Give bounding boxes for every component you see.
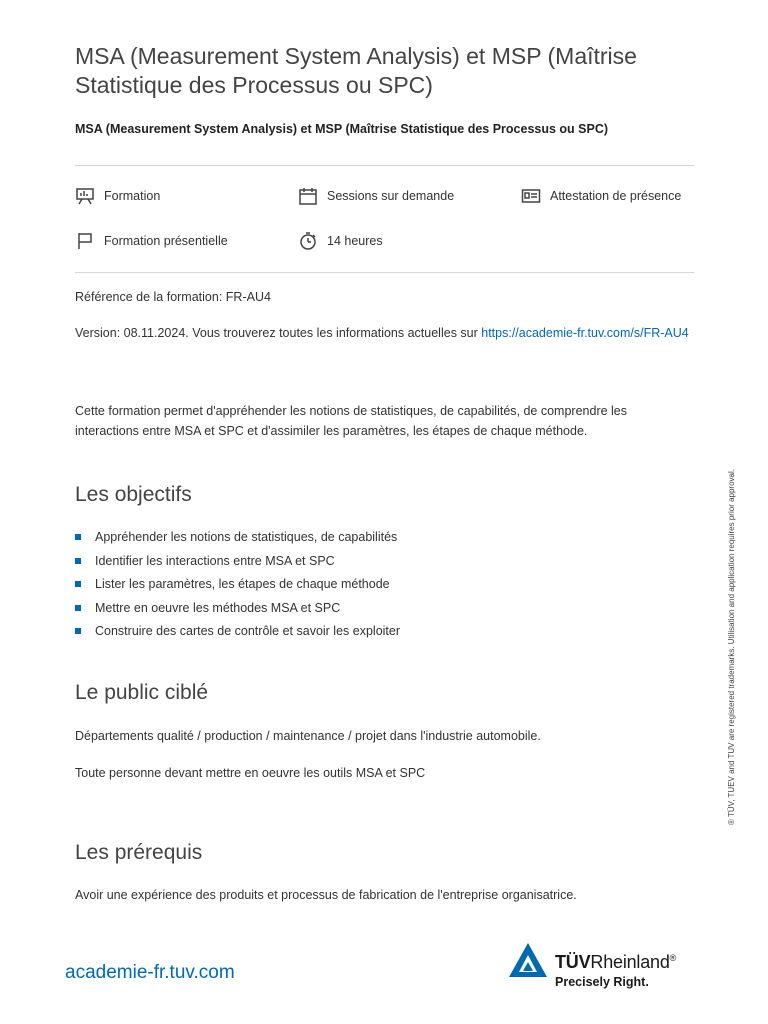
feature-mode [75, 231, 228, 251]
course-link[interactable]: https://academie-fr.tuv.com/s/FR-AU4 [481, 326, 689, 340]
list-item [75, 528, 675, 552]
course-reference: Référence de la formation: FR-AU4 [75, 290, 271, 304]
bullet-square-icon [75, 605, 81, 611]
trademark-note: ® TÜV, TUEV and TUV are registered trademarks. Utilisation and application requires prior approval. [727, 469, 736, 825]
prerequisites-heading: Les prérequis [75, 841, 203, 864]
presentation-board-icon [75, 186, 95, 206]
version-note [75, 324, 690, 343]
certificate-card-icon [521, 186, 541, 206]
page-title: MSA (Measurement System Analysis) et MSP (Maîtrise Statistique des Processus ou SPC) [75, 43, 637, 98]
list-item [75, 575, 675, 599]
feature-label: Attestation de présence [550, 189, 682, 203]
feature-certificate [521, 186, 681, 206]
list-item [75, 552, 675, 576]
divider-top [75, 165, 694, 166]
feature-label: Sessions sur demande [327, 189, 455, 203]
logo-registered-mark: ® [669, 953, 677, 963]
intro-paragraph: Cette formation permet d'appréhender les notions de statistiques, de capabilités, de comprendre les interactions entre MSA et SPC et d'assimiler les paramètres, les étapes de chaque méthode. [75, 404, 628, 438]
stopwatch-icon [298, 231, 318, 251]
list-item-text: Appréhender les notions de statistiques, de capabilités [95, 530, 398, 544]
objectives-list [75, 528, 675, 646]
list-item-text: Lister les paramètres, les étapes de chaque méthode [95, 577, 390, 591]
feature-format [75, 186, 160, 206]
page-subtitle: MSA (Measurement System Analysis) et MSP (Maîtrise Statistique des Processus ou SPC) [75, 122, 609, 136]
list-item-text: Identifier les interactions entre MSA et SPC [95, 553, 335, 568]
tuv-triangle-icon [508, 942, 548, 978]
objectives-heading: Les objectifs [75, 483, 192, 506]
audience-paragraph: Départements qualité / production / maintenance / projet dans l'industrie automobile. [75, 729, 541, 743]
footer-website-link[interactable]: academie-fr.tuv.com [65, 962, 235, 983]
audience-paragraph: Toute personne devant mettre en oeuvre les outils MSA et SPC [75, 766, 426, 780]
list-item-text: Mettre en oeuvre les méthodes MSA et SPC [95, 600, 341, 615]
audience-heading: Le public ciblé [75, 681, 209, 704]
logo-brand-light: Rheinland [590, 952, 670, 972]
list-item [75, 599, 675, 623]
feature-label: Formation [104, 189, 161, 203]
logo-brand-bold: TÜV [555, 952, 591, 972]
feature-label: Formation présentielle [104, 234, 228, 248]
calendar-icon [298, 186, 318, 206]
divider-bottom [75, 272, 694, 273]
bullet-square-icon [75, 581, 81, 587]
feature-sessions [298, 186, 454, 206]
bullet-square-icon [75, 534, 81, 540]
feature-duration [298, 231, 383, 251]
version-text: Version: 08.11.2024. Vous trouverez toutes les informations actuelles sur [75, 326, 482, 340]
logo-tagline: Precisely Right. [555, 975, 649, 989]
list-item-text: Construire des cartes de contrôle et savoir les exploiter [95, 624, 401, 638]
logo-wordmark [555, 952, 676, 973]
feature-label: 14 heures [327, 234, 383, 248]
list-item [75, 622, 675, 646]
bullet-square-icon [75, 628, 81, 634]
tuv-rheinland-logo [508, 942, 708, 994]
bullet-square-icon [75, 558, 81, 564]
flag-icon [75, 231, 95, 251]
prerequisites-paragraph: Avoir une expérience des produits et processus de fabrication de l'entreprise organisatrice. [75, 888, 577, 902]
